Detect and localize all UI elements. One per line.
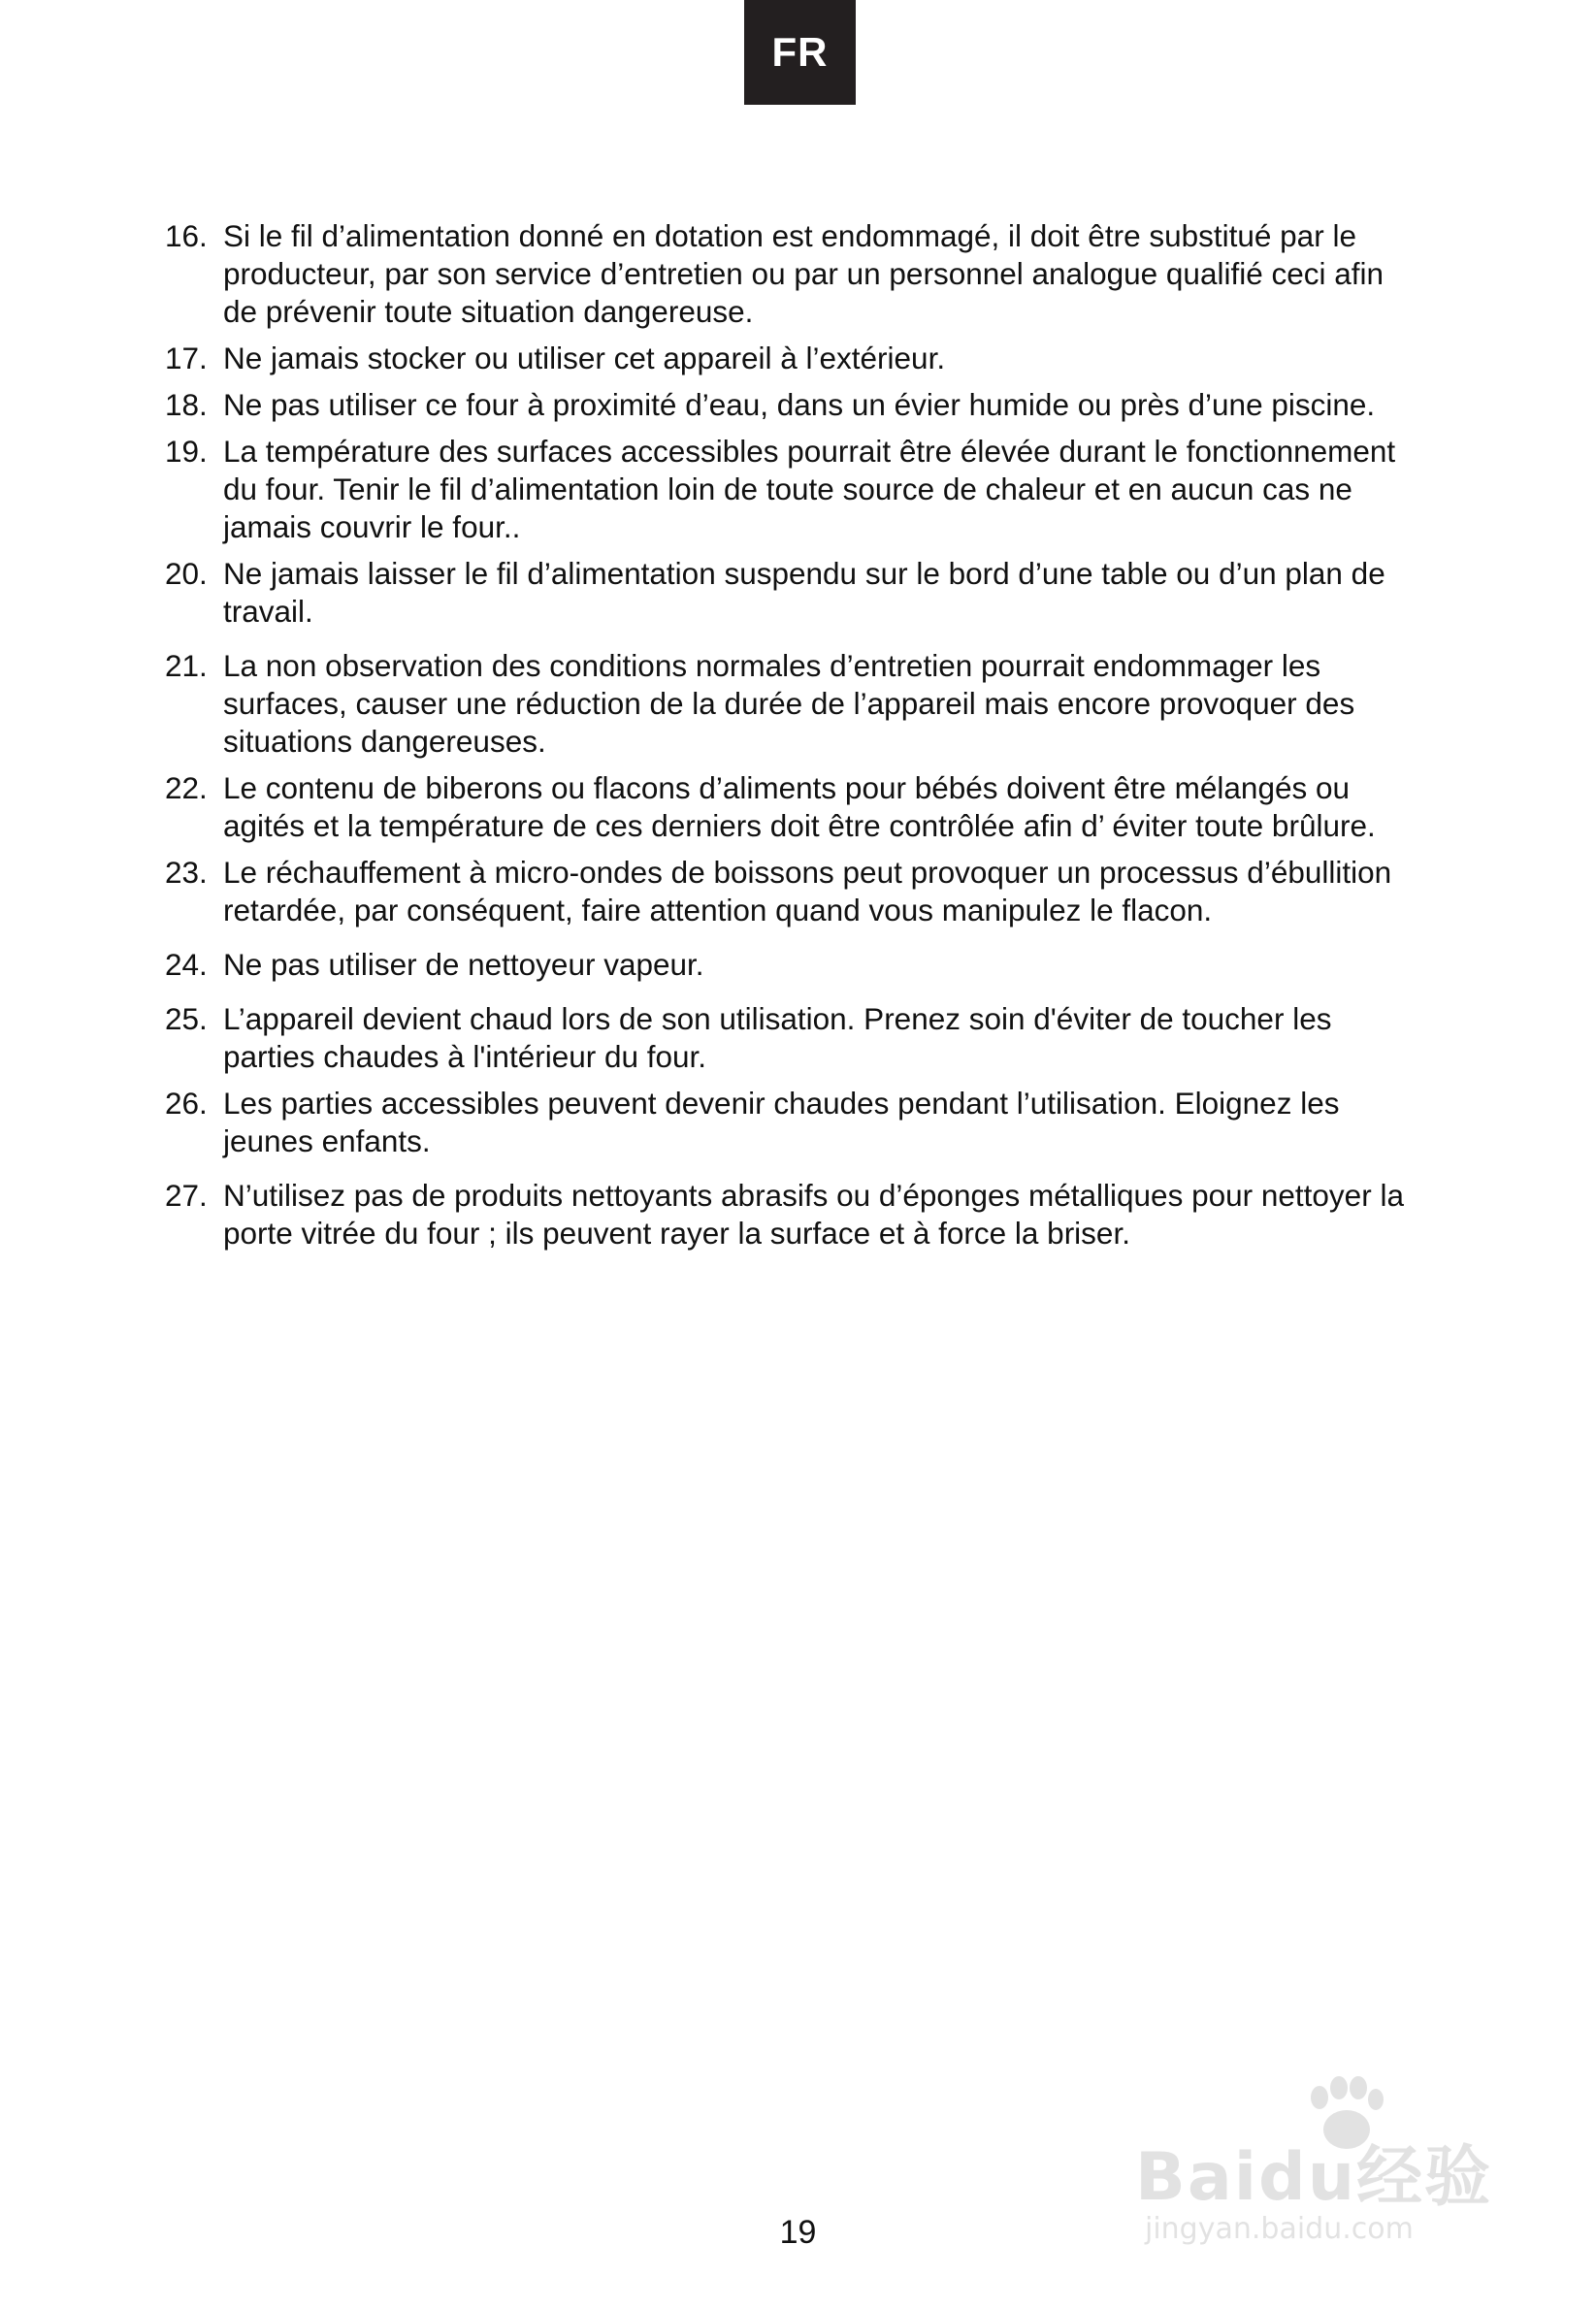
list-item — [165, 433, 1417, 546]
item-number: 27. — [165, 1178, 208, 1213]
language-tab-label: FR — [771, 29, 829, 75]
item-text: Si le fil d’alimentation donné en dotation est endommagé, il doit être substitué par le producteur, par son service d’entretien ou par un personnel analogue qualifié ceci afin de prévenir toute situation dangereuse. — [223, 218, 1384, 329]
item-number: 26. — [165, 1086, 208, 1121]
list-item — [165, 946, 1417, 984]
item-number: 22. — [165, 770, 208, 805]
item-number: 18. — [165, 387, 208, 422]
list-item — [165, 1000, 1417, 1076]
item-text: L’appareil devient chaud lors de son utilisation. Prenez soin d'éviter de toucher les parties chaudes à l'intérieur du four. — [223, 1001, 1332, 1074]
watermark-brand: Baidu经验 — [1135, 2139, 1493, 2216]
item-text: La température des surfaces accessibles pourrait être élevée durant le fonctionnement du four. Tenir le fil d’alimentation loin de toute source de chaleur et en aucun cas ne jamais couvrir le four.. — [223, 434, 1396, 544]
watermark-url: jingyan.baidu.com — [1145, 2212, 1414, 2246]
item-number: 24. — [165, 947, 208, 982]
item-number: 16. — [165, 218, 208, 253]
list-item — [165, 340, 1417, 377]
list-item — [165, 647, 1417, 761]
item-text: Ne jamais stocker ou utiliser cet appareil à l’extérieur. — [223, 341, 946, 375]
list-item — [165, 217, 1417, 331]
item-text: Les parties accessibles peuvent devenir chaudes pendant l’utilisation. Eloignez les jeunes enfants. — [223, 1086, 1340, 1158]
safety-instructions-list — [165, 217, 1417, 1261]
list-item — [165, 386, 1417, 424]
list-item — [165, 854, 1417, 929]
item-text: Ne jamais laisser le fil d’alimentation suspendu sur le bord d’une table ou d’un plan de travail. — [223, 556, 1385, 629]
language-tab — [744, 0, 856, 105]
item-text: Ne pas utiliser de nettoyeur vapeur. — [223, 947, 704, 982]
item-text: N’utilisez pas de produits nettoyants abrasifs ou d’éponges métalliques pour nettoyer la porte vitrée du four ; ils peuvent rayer la surface et à force la briser. — [223, 1178, 1404, 1251]
item-text: Ne pas utiliser ce four à proximité d’eau, dans un évier humide ou près d’une piscine. — [223, 387, 1376, 422]
item-number: 17. — [165, 341, 208, 375]
item-number: 23. — [165, 855, 208, 890]
item-text: La non observation des conditions normales d’entretien pourrait endommager les surfaces, causer une réduction de la durée de l’appareil mais encore provoquer des situations dangereuses. — [223, 648, 1355, 759]
item-text: Le contenu de biberons ou flacons d’aliments pour bébés doivent être mélangés ou agités et la température de ces derniers doit être contrôlée afin d’ éviter toute brûlure. — [223, 770, 1376, 843]
list-item — [165, 555, 1417, 631]
list-item — [165, 1085, 1417, 1160]
page-number: 19 — [779, 2214, 817, 2251]
item-number: 25. — [165, 1001, 208, 1036]
list-item — [165, 769, 1417, 845]
item-number: 20. — [165, 556, 208, 591]
item-number: 19. — [165, 434, 208, 469]
list-item — [165, 1177, 1417, 1252]
item-number: 21. — [165, 648, 208, 683]
item-text: Le réchauffement à micro-ondes de boissons peut provoquer un processus d’ébullition retardée, par conséquent, faire attention quand vous manipulez le flacon. — [223, 855, 1392, 927]
